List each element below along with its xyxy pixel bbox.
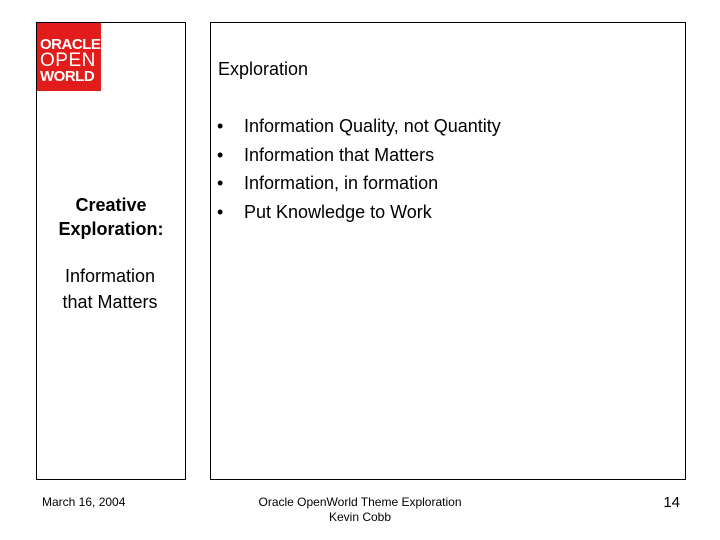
left-subheading	[35, 263, 185, 315]
bullet-text: Information Quality, not Quantity	[244, 116, 501, 136]
left-heading	[37, 193, 185, 241]
bullet-item	[217, 115, 501, 144]
bullet-item	[217, 172, 501, 201]
bullet-icon: •	[217, 173, 224, 193]
bullet-icon: •	[217, 201, 224, 222]
bullet-text: Information, in formation	[244, 173, 439, 193]
left-panel	[36, 22, 186, 480]
footer-center	[230, 495, 490, 525]
footer-author: Kevin Cobb	[328, 510, 392, 524]
footer-presentation-title: Oracle OpenWorld Theme Exploration	[258, 495, 462, 509]
logo-line-world: WORLD	[40, 68, 95, 85]
left-heading-line-1: Creative	[75, 195, 147, 215]
logo-line-open: OPEN	[40, 50, 96, 71]
bullet-item	[217, 201, 501, 230]
section-title: Exploration	[218, 59, 309, 79]
left-subheading-line-1: Information	[64, 266, 156, 286]
left-subheading-line-2: that Matters	[62, 292, 158, 312]
bullet-icon: •	[217, 116, 224, 136]
page-number: 14	[663, 494, 680, 511]
footer-date: March 16, 2004	[42, 495, 126, 509]
bullet-item	[217, 144, 501, 173]
left-heading-line-2: Exploration:	[58, 219, 164, 239]
oracle-openworld-logo	[37, 23, 101, 91]
bullet-list	[217, 115, 501, 229]
bullet-text: Information that Matters	[244, 144, 435, 165]
bullet-text: Put Knowledge to Work	[244, 201, 432, 222]
right-panel	[210, 22, 686, 480]
bullet-icon: •	[217, 144, 224, 165]
logo-line-oracle: ORACLE	[40, 36, 101, 53]
